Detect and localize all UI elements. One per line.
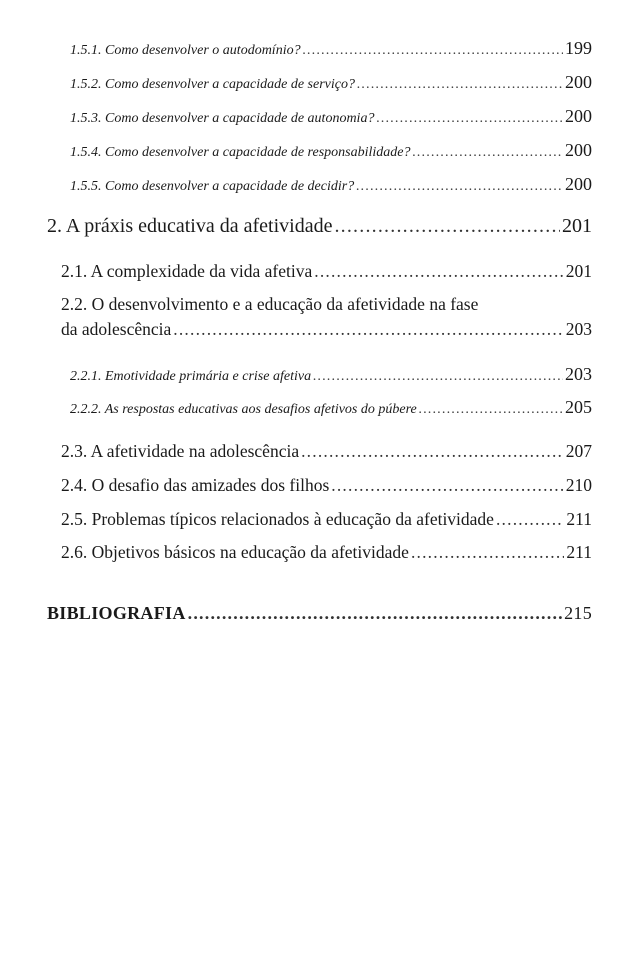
toc-entry-text: Como desenvolver a capacidade de decidir?	[105, 179, 355, 194]
toc-entry-title	[70, 111, 374, 127]
toc-entry-1-5-3[interactable]	[70, 106, 592, 127]
toc-bibliography[interactable]	[47, 603, 592, 624]
toc-page-number: 200	[565, 106, 592, 126]
dot-leader	[173, 319, 563, 340]
toc-entry-2-5[interactable]	[61, 509, 592, 530]
toc-entry-text: Como desenvolver a capacidade de autonomia?	[105, 111, 375, 126]
toc-page-number: 207	[565, 441, 592, 461]
toc-entry-1-5-4[interactable]	[70, 140, 592, 161]
toc-entry-2-6[interactable]	[61, 542, 592, 563]
toc-page-number: 200	[565, 174, 592, 194]
toc-entry-2-3[interactable]	[61, 441, 592, 462]
toc-entry-title-line2: da adolescência	[61, 319, 172, 339]
dot-leader	[188, 603, 562, 624]
toc-entry-number: 1.5.1.	[70, 43, 102, 58]
toc-entry-title-line1: 2.2. O desenvolvimento e a educação da afetividade na fase	[61, 294, 479, 314]
toc-page-number: 211	[566, 509, 592, 529]
dot-leader	[301, 441, 564, 462]
dot-leader	[496, 509, 564, 530]
toc-page-number: 203	[565, 364, 592, 384]
toc-entry-number: 2.2.2.	[70, 402, 102, 417]
dot-leader	[303, 43, 563, 59]
dot-leader	[357, 77, 563, 93]
toc-entry-2-1[interactable]	[61, 261, 592, 282]
toc-entry-text: As respostas educativas aos desafios afetivos do púbere	[104, 402, 417, 417]
toc-entry-number: 2.2.1.	[70, 369, 102, 384]
dot-leader	[356, 179, 563, 195]
toc-page-number: 210	[565, 475, 592, 495]
toc-entry-2-2-1[interactable]	[70, 364, 592, 385]
toc-page-number: 200	[565, 72, 592, 92]
toc-entry-title	[70, 179, 354, 195]
toc-entry-title: 2.4. O desafio das amizades dos filhos	[61, 475, 330, 495]
toc-entry-2-2-2[interactable]	[70, 397, 592, 418]
toc-entry-title: 2.3. A afetividade na adolescência	[61, 441, 300, 461]
toc-page-number: 215	[564, 603, 592, 623]
toc-entry-text: Como desenvolver a capacidade de serviço?	[105, 77, 355, 92]
dot-leader	[314, 261, 564, 282]
toc-entry-2-4[interactable]	[61, 475, 592, 496]
toc-entry-title: 2.1. A complexidade da vida afetiva	[61, 261, 313, 281]
toc-page-number: 199	[565, 38, 592, 58]
toc-page-number: 205	[565, 397, 592, 417]
dot-leader	[411, 542, 564, 563]
toc-entry-title	[70, 402, 417, 418]
toc-entry-title	[70, 145, 410, 161]
toc-entry-title: 2.5. Problemas típicos relacionados à educação da afetividade	[61, 509, 494, 529]
dot-leader	[419, 402, 563, 418]
toc-page-number: 201	[565, 261, 592, 281]
toc-entry-number: 1.5.2.	[70, 77, 102, 92]
toc-entry-text: Como desenvolver o autodomínio?	[105, 43, 301, 58]
dot-leader	[376, 111, 563, 127]
toc-entry-title	[70, 369, 311, 385]
dot-leader	[313, 369, 563, 385]
toc-page-number: 211	[566, 542, 592, 562]
toc-chapter-title: 2. A práxis educativa da afetividade	[47, 215, 333, 237]
toc-page-number: 203	[565, 319, 592, 339]
toc-entry-title	[70, 77, 355, 93]
dot-leader	[331, 475, 563, 496]
toc-entry-number: 1.5.4.	[70, 145, 102, 160]
toc-entry-number: 1.5.5.	[70, 179, 102, 194]
toc-entry-text: Como desenvolver a capacidade de responsabilidade?	[105, 145, 411, 160]
toc-page-number: 201	[562, 215, 592, 237]
toc-entry-1-5-2[interactable]	[70, 72, 592, 93]
toc-bibliography-title: BIBLIOGRAFIA	[47, 603, 186, 623]
dot-leader	[334, 215, 560, 238]
toc-page-number: 200	[565, 140, 592, 160]
toc-entry-title	[70, 43, 301, 59]
toc-chapter-2[interactable]	[47, 215, 592, 238]
toc-entry-title: 2.6. Objetivos básicos na educação da afetividade	[61, 542, 409, 562]
toc-entry-text: Emotividade primária e crise afetiva	[105, 369, 312, 384]
dot-leader	[412, 145, 563, 161]
toc-entry-line2	[61, 319, 592, 340]
toc-entry-number: 1.5.3.	[70, 111, 102, 126]
toc-entry-1-5-5[interactable]	[70, 174, 592, 195]
toc-entry-1-5-1[interactable]	[70, 38, 592, 59]
toc-entry-2-2[interactable]	[61, 294, 592, 340]
